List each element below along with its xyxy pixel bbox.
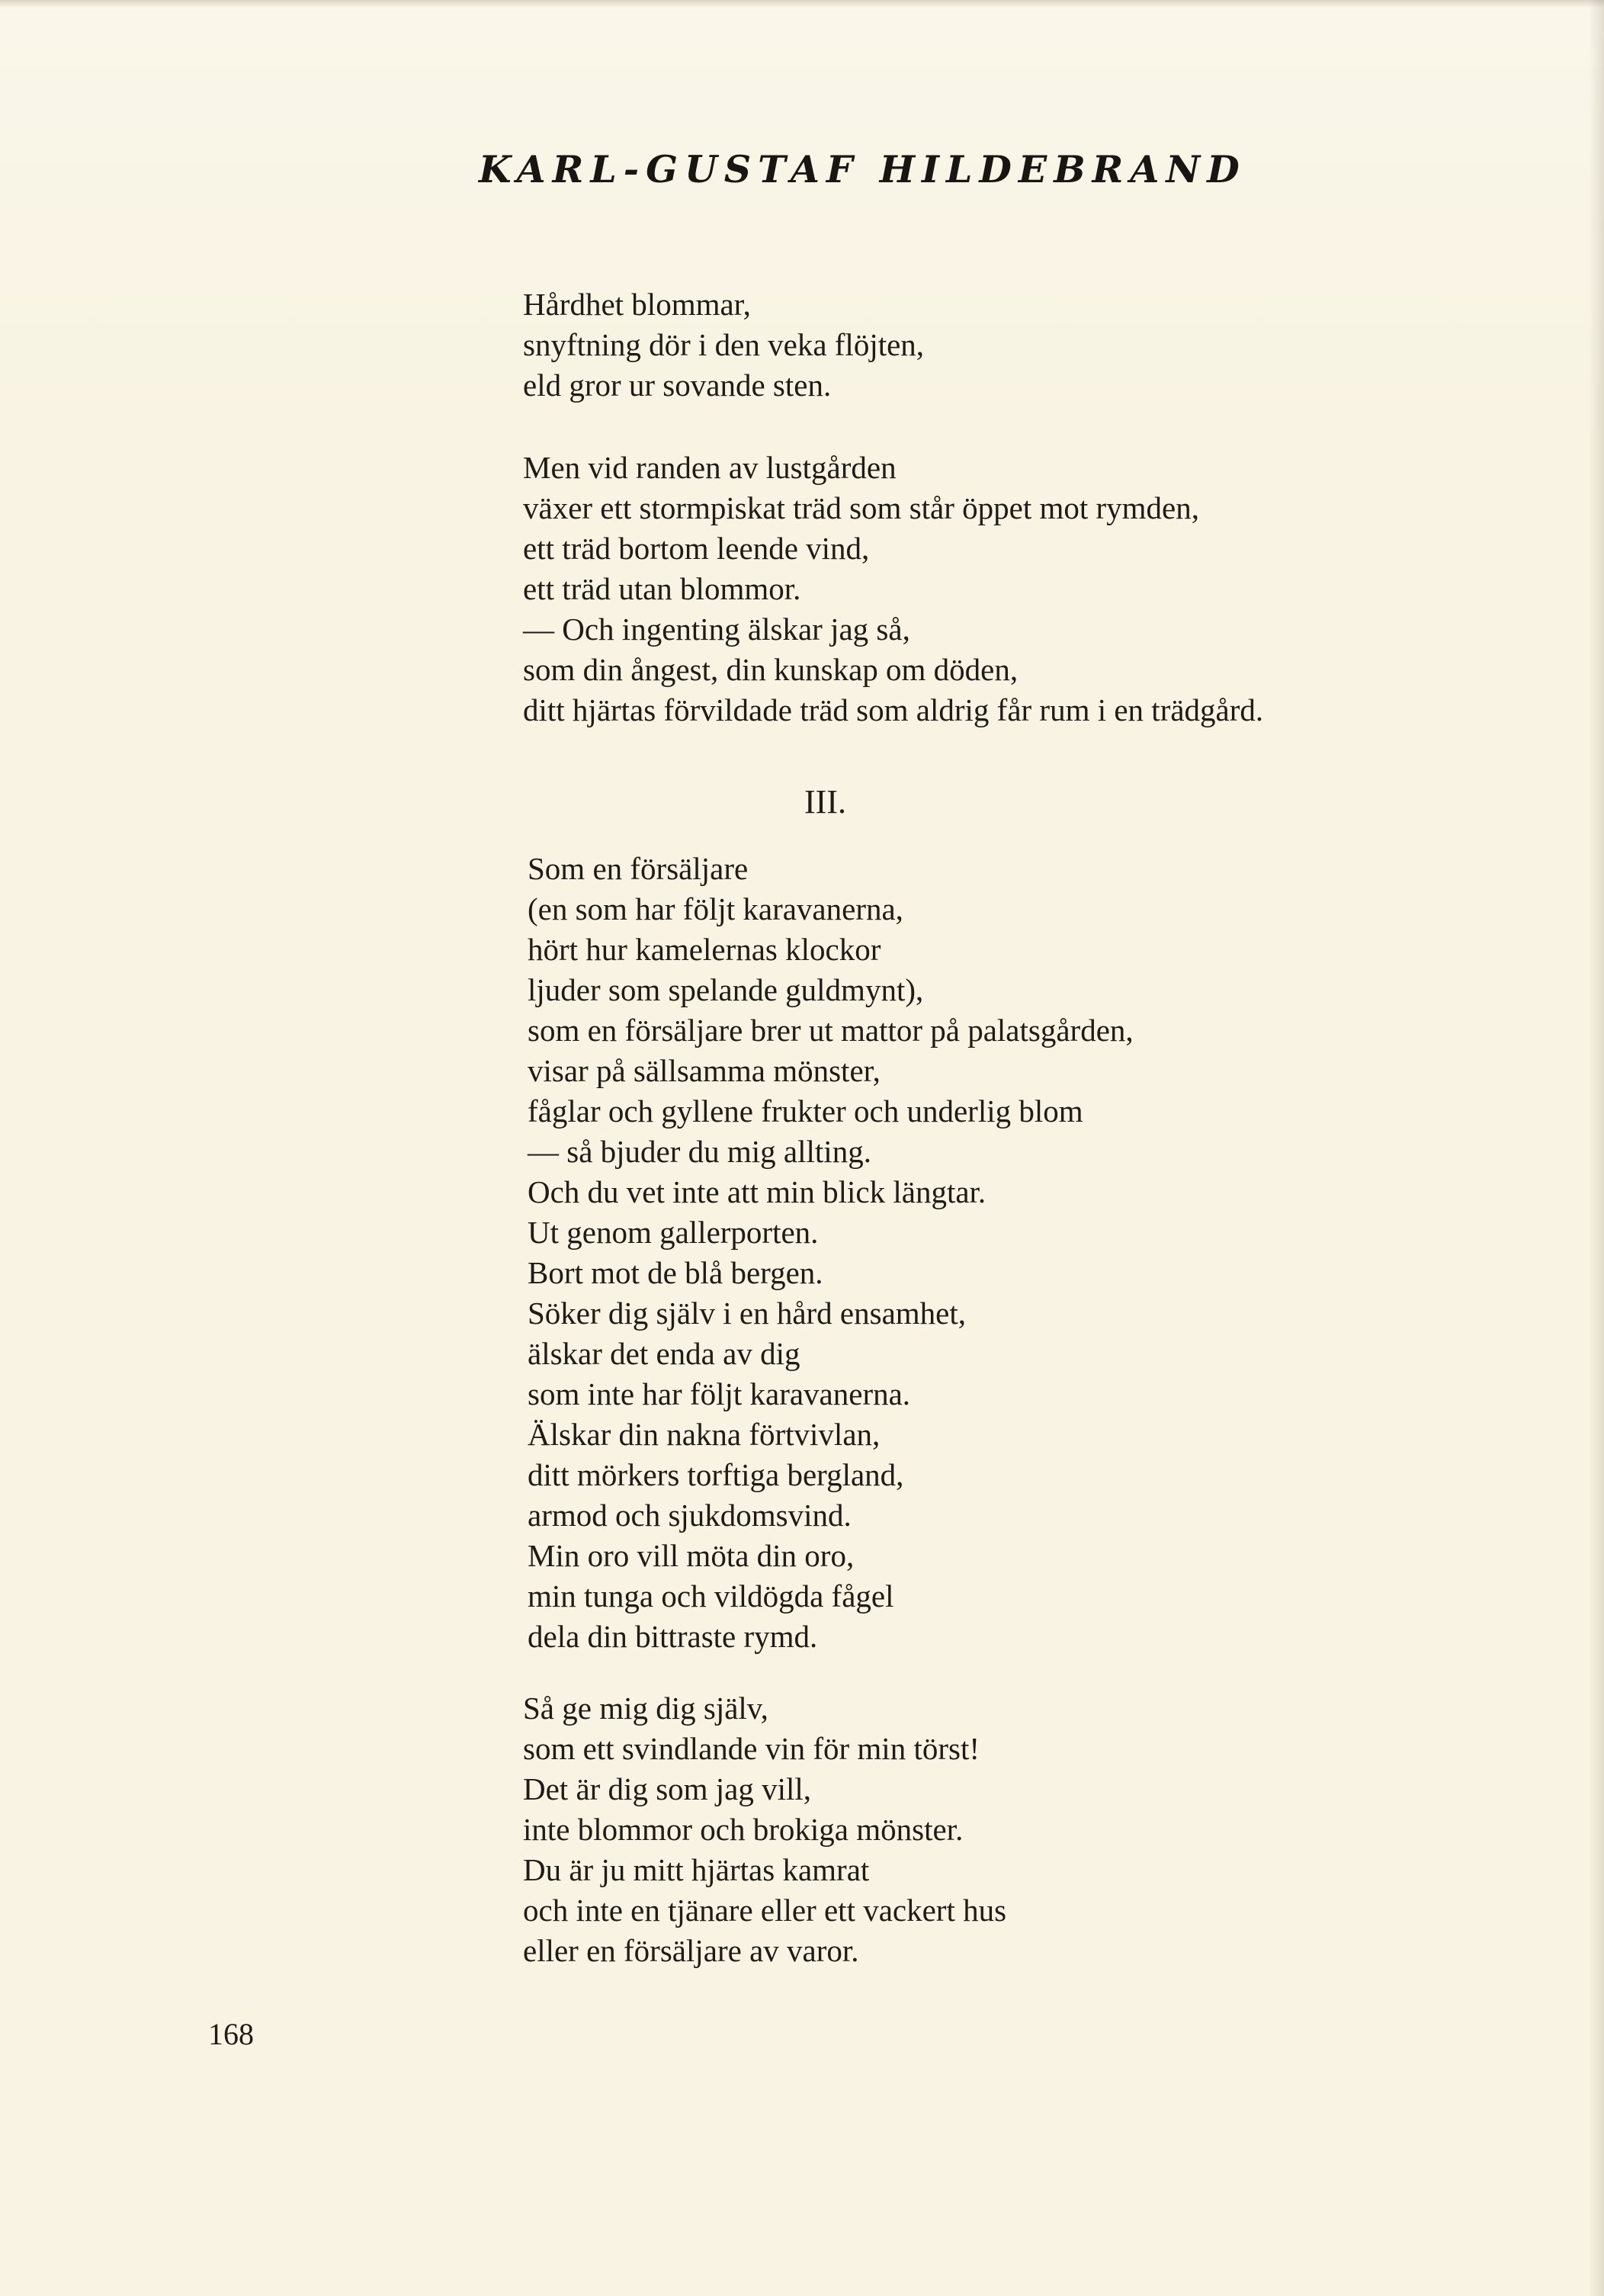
poem-line: Och du vet inte att min blick längtar. bbox=[528, 1174, 986, 1209]
poem-line: Min oro vill möta din oro, bbox=[528, 1538, 855, 1573]
poem-line: Älskar din nakna förtvivlan, bbox=[528, 1417, 881, 1452]
poem-line: växer ett stormpiskat träd som står öppet mot rymden, bbox=[523, 490, 1200, 525]
poem-line: inte blommor och brokiga mönster. bbox=[523, 1812, 964, 1847]
running-header-author: KARL-GUSTAF HILDEBRAND bbox=[479, 147, 1246, 191]
poem-line: hört hur kamelernas klockor bbox=[528, 932, 881, 967]
poem-line: min tunga och vildögda fågel bbox=[528, 1578, 894, 1614]
poem-line: Men vid randen av lustgården bbox=[523, 450, 897, 485]
section-number: III. bbox=[804, 783, 846, 820]
poem-stanza-4 bbox=[523, 1688, 1006, 1971]
poem-line: som din ångest, din kunskap om döden, bbox=[523, 652, 1019, 687]
poem-line: Du är ju mitt hjärtas kamrat bbox=[523, 1852, 870, 1887]
poem-line: ett träd utan blommor. bbox=[523, 571, 801, 606]
poem-line: Söker dig själv i en hård ensamhet, bbox=[528, 1296, 967, 1331]
poem-line: och inte en tjänare eller ett vackert hus bbox=[523, 1893, 1007, 1928]
poem-line: eller en försäljare av varor. bbox=[523, 1933, 859, 1968]
poem-line: eld gror ur sovande sten. bbox=[523, 368, 832, 403]
poem-line: Hårdhet blommar, bbox=[523, 287, 751, 322]
poem-line: — Och ingenting älskar jag så, bbox=[523, 612, 910, 647]
poem-line: ljuder som spelande guldmynt), bbox=[528, 972, 924, 1007]
poem-line: dela din bittraste rymd. bbox=[528, 1619, 818, 1654]
poem-line: fåglar och gyllene frukter och underlig blom bbox=[528, 1093, 1083, 1129]
poem-stanza-1 bbox=[523, 284, 924, 406]
poem-line: som ett svindlande vin för min törst! bbox=[523, 1731, 980, 1766]
poem-line: (en som har följt karavanerna, bbox=[528, 891, 903, 926]
poem-line: älskar det enda av dig bbox=[528, 1336, 800, 1371]
poem-line: ett träd bortom leende vind, bbox=[523, 531, 870, 566]
poem-stanza-3 bbox=[528, 849, 1134, 1657]
poem-line: Som en försäljare bbox=[528, 851, 749, 886]
poem-line: armod och sjukdomsvind. bbox=[528, 1498, 852, 1533]
poem-line: snyftning dör i den veka flöjten, bbox=[523, 327, 925, 362]
poem-line: Ut genom gallerporten. bbox=[528, 1215, 819, 1250]
poem-line: ditt hjärtas förvildade träd som aldrig får rum i en trädgård. bbox=[523, 692, 1264, 727]
poem-line: Bort mot de blå bergen. bbox=[528, 1255, 823, 1290]
poem-line: Så ge mig dig själv, bbox=[523, 1691, 768, 1726]
poem-line: visar på sällsamma mönster, bbox=[528, 1053, 881, 1088]
poem-line: ditt mörkers torftiga bergland, bbox=[528, 1457, 904, 1492]
page-number: 168 bbox=[208, 2017, 254, 2051]
poem-line: som en försäljare brer ut mattor på palatsgården, bbox=[528, 1013, 1134, 1048]
poem-stanza-2 bbox=[523, 448, 1263, 731]
poem-line: Det är dig som jag vill, bbox=[523, 1771, 812, 1806]
poem-line: som inte har följt karavanerna. bbox=[528, 1376, 911, 1411]
poem-line: — så bjuder du mig allting. bbox=[528, 1134, 871, 1169]
